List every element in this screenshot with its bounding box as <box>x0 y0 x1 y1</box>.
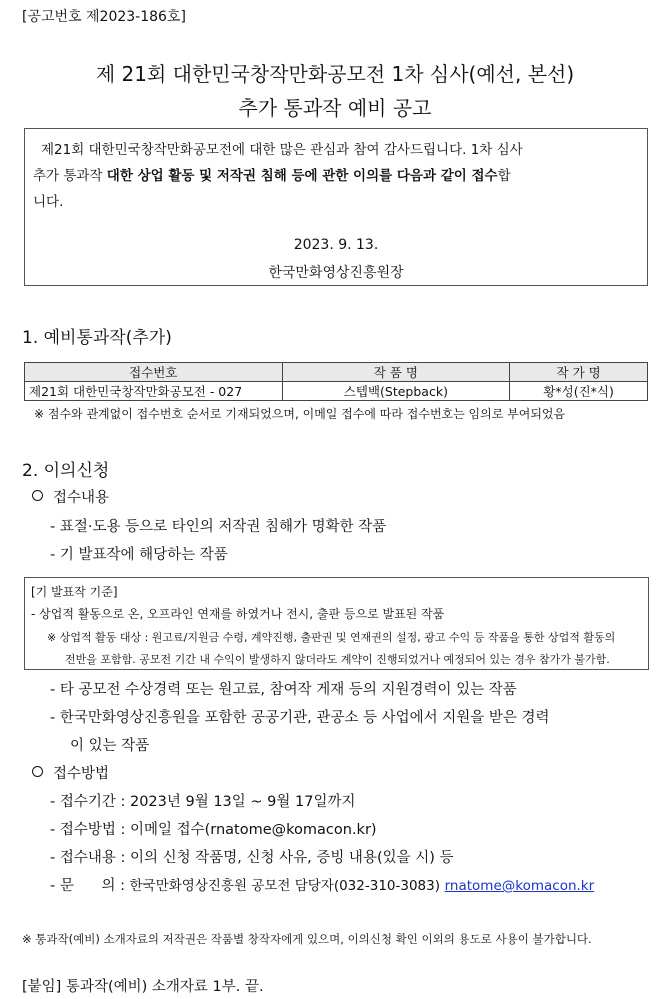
table-note: ※ 점수와 관계없이 접수번호 순서로 기재되었으며, 이메일 접수에 따라 접수번호는 임의로 부여되었음 <box>34 407 566 421</box>
section1-heading: 1. 예비통과작(추가) <box>22 328 172 348</box>
intro-line-1: 제21회 대한민국창작만화공모전에 대한 많은 관심과 참여 감사드립니다. 1차 심사 <box>41 142 523 158</box>
notice-date: 2023. 9. 13. <box>293 237 379 253</box>
table-header-row <box>25 363 648 382</box>
list-item: - 기 발표작에 해당하는 작품 <box>50 547 228 563</box>
intro-line-2 <box>33 163 639 189</box>
intro-line-3: 니다. <box>33 194 64 210</box>
standard-box-line: - 상업적 활동으로 온, 오프라인 연재를 하였거나 전시, 출판 등으로 발표된 작품 <box>31 607 445 621</box>
table-row <box>25 382 648 401</box>
standard-box-note: ※ 상업적 활동 대상 : 원고료/지원금 수령, 계약진행, 출판권 및 연재권의 설정, 광고 수익 등 작품을 통한 상업적 활동의 <box>47 631 616 644</box>
intro-line-2-post: 합 <box>497 168 511 184</box>
intro-text <box>33 137 639 215</box>
inquiry-line <box>50 874 594 895</box>
passed-works-table <box>24 362 648 401</box>
table-cell: 제21회 대한민국창작만화공모전 - 027 <box>25 382 283 401</box>
receipt-how: - 접수방법 : 이메일 접수(rnatome@komacon.kr) <box>50 822 377 838</box>
table-cell: 황*성(진*식) <box>510 382 648 401</box>
inquiry-email-link[interactable]: rnatome@komacon.kr <box>444 878 595 894</box>
page-title: 제 21회 대한민국창작만화공모전 1차 심사(예선, 본선) <box>95 62 575 86</box>
table-cell: 스텝백(Stepback) <box>282 382 510 401</box>
receipt-contents: - 접수내용 : 이의 신청 작품명, 신청 사유, 증빙 내용(있을 시) 등 <box>50 850 454 866</box>
inquiry-contact: 한국만화영상진흥원 공모전 담당자(032-310-3083) <box>129 878 440 894</box>
section2-heading: 2. 이의신청 <box>22 461 110 481</box>
receipt-contents-label <box>32 486 109 507</box>
notice-number: [공고번호 제2023-186호] <box>22 9 186 25</box>
inquiry-label: - 문 의 : <box>50 878 126 894</box>
table-header-cell: 접수번호 <box>25 363 283 382</box>
issuing-agency: 한국만화영상진흥원장 <box>268 265 404 281</box>
receipt-method-text: 접수방법 <box>53 766 110 782</box>
standard-box-note-cont: 전반을 포함함. 공모전 기간 내 수익이 발생하지 않더라도 계약이 진행되었거나 예정되어 있는 경우 참가가 불가함. <box>65 653 610 666</box>
list-item-cont: 이 있는 작품 <box>70 738 150 754</box>
attachment-note: [붙임] 통과작(예비) 소개자료 1부. 끝. <box>22 979 264 995</box>
intro-box <box>24 128 648 286</box>
page-subtitle: 추가 통과작 예비 공고 <box>238 96 432 120</box>
circle-bullet-icon <box>32 490 43 501</box>
list-item: - 타 공모전 수상경력 또는 원고료, 참여작 게재 등의 지원경력이 있는 작품 <box>50 682 517 698</box>
receipt-contents-text: 접수내용 <box>53 490 110 506</box>
list-item: - 한국만화영상진흥원을 포함한 공공기관, 관공소 등 사업에서 지원을 받은 경력 <box>50 710 550 726</box>
standard-box-title: [기 발표작 기준] <box>31 585 118 599</box>
footnote: ※ 통과작(예비) 소개자료의 저작권은 작품별 창작자에게 있으며, 이의신청 확인 이외의 용도로 사용이 불가합니다. <box>22 932 592 946</box>
table-header-cell: 작 품 명 <box>282 363 510 382</box>
list-item: - 표절·도용 등으로 타인의 저작권 침해가 명확한 작품 <box>50 519 387 535</box>
receipt-period: - 접수기간 : 2023년 9월 13일 ~ 9월 17일까지 <box>50 794 356 810</box>
receipt-method-label <box>32 762 109 783</box>
intro-line-2-bold: 대한 상업 활동 및 저작권 침해 등에 관한 이의를 다음과 같이 접수 <box>106 168 498 184</box>
circle-bullet-icon <box>32 766 43 777</box>
table-header-cell: 작 가 명 <box>510 363 648 382</box>
published-work-standard-box <box>24 577 649 670</box>
intro-line-2-pre: 추가 통과작 <box>33 168 107 184</box>
